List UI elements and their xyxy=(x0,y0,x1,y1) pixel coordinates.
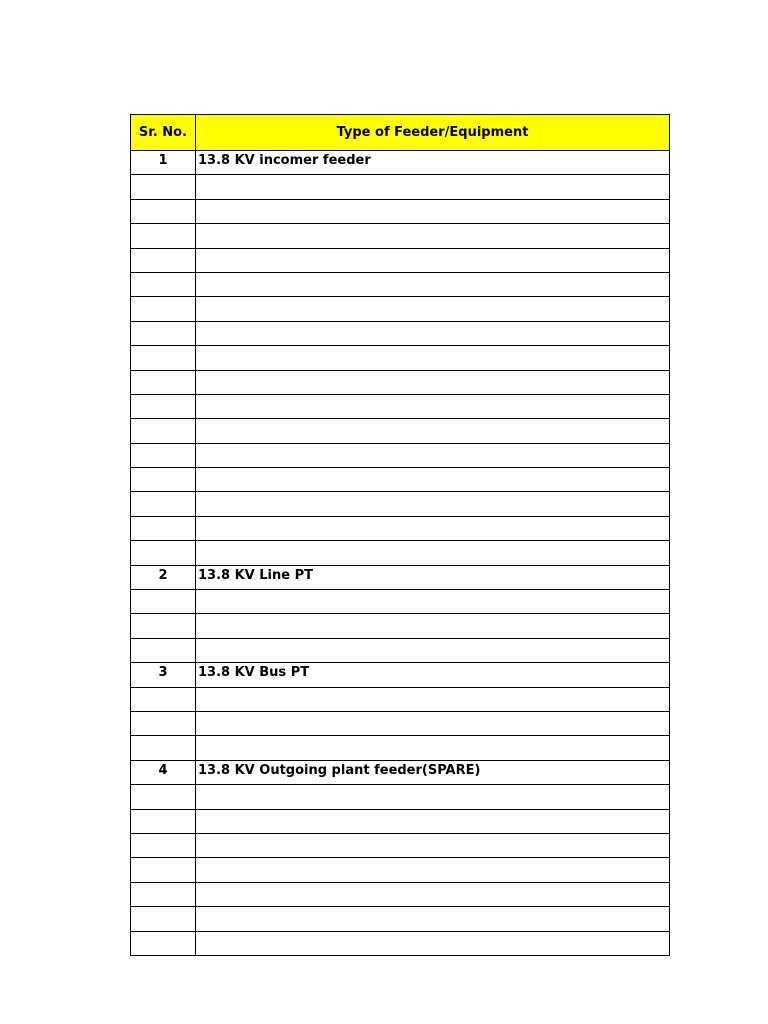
sr-no-cell xyxy=(131,882,196,906)
sr-no-cell xyxy=(131,711,196,735)
feeder-type-cell xyxy=(196,394,670,418)
feeder-type-cell xyxy=(196,346,670,370)
sr-no-cell xyxy=(131,809,196,833)
table-row xyxy=(131,297,670,321)
table-row xyxy=(131,785,670,809)
sr-no-cell xyxy=(131,248,196,272)
sr-no-cell xyxy=(131,833,196,857)
sr-no-cell xyxy=(131,931,196,955)
feeder-type-cell xyxy=(196,687,670,711)
sr-no-cell xyxy=(131,468,196,492)
feeder-type-cell xyxy=(196,638,670,662)
table-row xyxy=(131,541,670,565)
sr-no-cell xyxy=(131,785,196,809)
feeder-type-cell xyxy=(196,614,670,638)
feeder-type-cell xyxy=(196,541,670,565)
feeder-type-cell xyxy=(196,590,670,614)
feeder-type-cell: 13.8 KV Outgoing plant feeder(SPARE) xyxy=(196,760,670,784)
sr-no-cell xyxy=(131,346,196,370)
table-row xyxy=(131,199,670,223)
header-type-of-feeder: Type of Feeder/Equipment xyxy=(196,115,670,151)
sr-no-cell xyxy=(131,272,196,296)
table-row xyxy=(131,687,670,711)
table-header-row xyxy=(131,115,670,151)
feeder-type-cell: 13.8 KV incomer feeder xyxy=(196,151,670,175)
table-row xyxy=(131,809,670,833)
feeder-type-cell: 13.8 KV Bus PT xyxy=(196,663,670,687)
sr-no-cell: 1 xyxy=(131,151,196,175)
table-row xyxy=(131,858,670,882)
table-row xyxy=(131,736,670,760)
feeder-type-cell xyxy=(196,736,670,760)
table-row xyxy=(131,346,670,370)
sr-no-cell xyxy=(131,443,196,467)
table-row xyxy=(131,833,670,857)
table-row xyxy=(131,370,670,394)
feeder-type-cell xyxy=(196,492,670,516)
table-row xyxy=(131,907,670,931)
sr-no-cell xyxy=(131,224,196,248)
table-row xyxy=(131,492,670,516)
table-row xyxy=(131,590,670,614)
table-row xyxy=(131,760,670,784)
table-row xyxy=(131,516,670,540)
feeder-type-cell xyxy=(196,175,670,199)
sr-no-cell: 2 xyxy=(131,565,196,589)
feeder-type-cell xyxy=(196,907,670,931)
feeder-type-cell xyxy=(196,931,670,955)
table-row xyxy=(131,224,670,248)
sr-no-cell xyxy=(131,516,196,540)
sr-no-cell xyxy=(131,175,196,199)
table-row xyxy=(131,419,670,443)
sr-no-cell xyxy=(131,492,196,516)
feeder-type-cell xyxy=(196,224,670,248)
sr-no-cell xyxy=(131,541,196,565)
feeder-type-cell xyxy=(196,858,670,882)
feeder-type-cell xyxy=(196,468,670,492)
feeder-type-cell xyxy=(196,833,670,857)
sr-no-cell xyxy=(131,199,196,223)
table-row xyxy=(131,175,670,199)
sr-no-cell xyxy=(131,614,196,638)
feeder-type-cell xyxy=(196,711,670,735)
feeder-type-cell xyxy=(196,443,670,467)
table-row xyxy=(131,443,670,467)
table-row xyxy=(131,565,670,589)
table-row xyxy=(131,711,670,735)
table-row xyxy=(131,614,670,638)
table-row xyxy=(131,882,670,906)
sr-no-cell xyxy=(131,687,196,711)
table-row xyxy=(131,272,670,296)
header-sr-no: Sr. No. xyxy=(131,115,196,151)
feeder-type-cell xyxy=(196,785,670,809)
feeder-type-cell xyxy=(196,297,670,321)
table-body xyxy=(131,151,670,956)
sr-no-cell xyxy=(131,858,196,882)
feeder-type-cell xyxy=(196,419,670,443)
table-row xyxy=(131,321,670,345)
feeder-type-cell xyxy=(196,809,670,833)
feeder-type-cell xyxy=(196,272,670,296)
sr-no-cell xyxy=(131,736,196,760)
table-row xyxy=(131,931,670,955)
sr-no-cell: 4 xyxy=(131,760,196,784)
table-row xyxy=(131,468,670,492)
table-row xyxy=(131,151,670,175)
sr-no-cell xyxy=(131,370,196,394)
feeder-type-cell xyxy=(196,370,670,394)
sr-no-cell xyxy=(131,297,196,321)
table-row xyxy=(131,394,670,418)
sr-no-cell xyxy=(131,419,196,443)
sr-no-cell xyxy=(131,321,196,345)
feeder-type-cell xyxy=(196,321,670,345)
sr-no-cell xyxy=(131,907,196,931)
sr-no-cell xyxy=(131,394,196,418)
feeder-type-cell xyxy=(196,199,670,223)
feeder-type-cell xyxy=(196,882,670,906)
feeder-type-cell xyxy=(196,516,670,540)
table-row xyxy=(131,663,670,687)
sr-no-cell: 3 xyxy=(131,663,196,687)
feeder-equipment-table xyxy=(130,114,670,956)
feeder-type-cell: 13.8 KV Line PT xyxy=(196,565,670,589)
table-row xyxy=(131,638,670,662)
table-row xyxy=(131,248,670,272)
sr-no-cell xyxy=(131,638,196,662)
feeder-type-cell xyxy=(196,248,670,272)
sr-no-cell xyxy=(131,590,196,614)
